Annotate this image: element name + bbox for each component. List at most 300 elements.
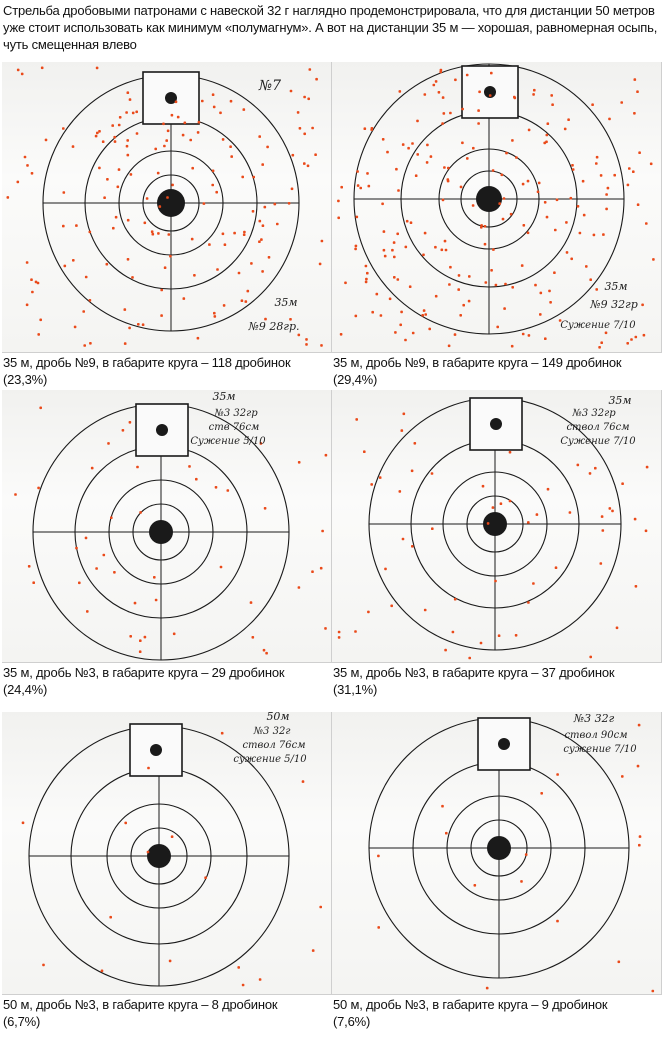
pellet-hole bbox=[638, 844, 641, 847]
pellet-hole bbox=[152, 233, 155, 236]
pellet-hole bbox=[438, 91, 441, 94]
pellet-hole bbox=[638, 151, 641, 154]
pellet-hole bbox=[106, 263, 109, 266]
pellet-hole bbox=[28, 565, 31, 568]
pellet-hole bbox=[426, 161, 429, 164]
pellet-hole bbox=[151, 230, 154, 233]
pellet-hole bbox=[442, 96, 445, 99]
pellet-hole bbox=[544, 337, 547, 340]
pellet-hole bbox=[276, 223, 279, 226]
pellet-hole bbox=[89, 299, 92, 302]
pellet-hole bbox=[39, 407, 42, 410]
intro-text: Стрельба дробовыми патронами с навеской 32 г наглядно продемонстрировала, что для дистанции 50 метров уже стоит использовать как минимум «полумагнум». А вот на дистанции 35 м — хорошая, равномерная осыпь, чуть смещенная влево bbox=[3, 3, 658, 52]
pellet-hole bbox=[630, 338, 633, 341]
pellet-hole bbox=[14, 493, 17, 496]
pellet-hole bbox=[96, 67, 99, 70]
pellet-hole bbox=[208, 243, 211, 246]
pellet-hole bbox=[551, 103, 554, 106]
target-caption bbox=[333, 354, 621, 388]
pellet-hole bbox=[537, 191, 540, 194]
pellet-hole bbox=[444, 649, 447, 652]
pellet-hole bbox=[503, 197, 506, 200]
caption-line2: (6,7%) bbox=[3, 1014, 41, 1029]
pellet-hole bbox=[492, 506, 495, 509]
pellet-hole bbox=[441, 122, 444, 125]
pellet-hole bbox=[355, 315, 358, 318]
pellet-hole bbox=[115, 216, 118, 219]
pellet-hole bbox=[416, 120, 419, 123]
pellet-hole bbox=[538, 182, 541, 185]
pellet-hole bbox=[221, 732, 224, 735]
pellet-hole bbox=[397, 189, 400, 192]
pellet-hole bbox=[75, 547, 78, 550]
pellet-hole bbox=[288, 202, 291, 205]
pellet-hole bbox=[402, 143, 405, 146]
pellet-hole bbox=[430, 155, 433, 158]
pellet-hole bbox=[480, 642, 483, 645]
pellet-hole bbox=[197, 131, 200, 134]
pellet-hole bbox=[377, 855, 380, 858]
pellet-hole bbox=[399, 324, 402, 327]
pellet-hole bbox=[633, 112, 636, 115]
pellet-hole bbox=[652, 990, 655, 993]
pellet-hole bbox=[639, 835, 642, 838]
pellet-hole bbox=[595, 162, 598, 165]
pellet-hole bbox=[340, 333, 343, 336]
pellet-hole bbox=[462, 304, 465, 307]
pellet-hole bbox=[377, 926, 380, 929]
pellet-hole bbox=[443, 112, 446, 115]
pellet-hole bbox=[570, 258, 573, 261]
pellet-hole bbox=[426, 144, 429, 147]
pellet-hole bbox=[422, 254, 425, 257]
target-sheet-photo bbox=[332, 390, 662, 663]
pellet-hole bbox=[124, 308, 127, 311]
pellet-hole bbox=[511, 286, 514, 289]
pellet-hole bbox=[45, 139, 48, 142]
pellet-hole bbox=[515, 156, 518, 159]
pellet-hole bbox=[337, 200, 340, 203]
pellet-hole bbox=[466, 74, 469, 77]
pellet-hole bbox=[490, 72, 493, 75]
pellet-hole bbox=[550, 94, 553, 97]
target-panel bbox=[332, 62, 661, 392]
pellet-hole bbox=[122, 429, 125, 432]
pellet-hole bbox=[380, 314, 383, 317]
pellet-hole bbox=[582, 180, 585, 183]
pellet-hole bbox=[220, 566, 223, 569]
pellet-hole bbox=[243, 108, 246, 111]
handwritten-note: №3 32гр bbox=[572, 408, 616, 419]
pellet-hole bbox=[410, 221, 413, 224]
pellet-hole bbox=[303, 133, 306, 136]
pellet-hole bbox=[250, 601, 253, 604]
pellet-hole bbox=[263, 649, 266, 652]
handwritten-note: №9 28гр. bbox=[248, 320, 300, 333]
pellet-hole bbox=[319, 263, 322, 266]
pellet-hole bbox=[290, 90, 293, 93]
pellet-hole bbox=[366, 272, 369, 275]
pellet-hole bbox=[638, 724, 641, 727]
handwritten-note: Сужение 7/10 bbox=[560, 320, 636, 331]
pellet-hole bbox=[448, 345, 451, 348]
pellet-hole bbox=[494, 580, 497, 583]
pellet-hole bbox=[169, 255, 172, 258]
pellet-hole bbox=[64, 265, 67, 268]
pellet-hole bbox=[443, 166, 446, 169]
pellet-hole bbox=[163, 145, 166, 148]
pellet-hole bbox=[215, 486, 218, 489]
handwritten-note: №9 32гр bbox=[590, 298, 638, 311]
pellet-hole bbox=[129, 421, 132, 424]
bullseye bbox=[149, 520, 173, 544]
pellet-hole bbox=[652, 258, 655, 261]
pellet-hole bbox=[268, 256, 271, 259]
pellet-hole bbox=[496, 326, 499, 329]
pellet-hole bbox=[147, 851, 150, 854]
pellet-hole bbox=[37, 282, 40, 285]
pellet-hole bbox=[229, 145, 232, 148]
pellet-hole bbox=[216, 268, 219, 271]
pellet-hole bbox=[543, 142, 546, 145]
pellet-hole bbox=[515, 634, 518, 637]
pellet-hole bbox=[596, 156, 599, 159]
pellet-hole bbox=[401, 429, 404, 432]
pellet-hole bbox=[520, 880, 523, 883]
pellet-hole bbox=[75, 224, 78, 227]
pellet-hole bbox=[17, 181, 20, 184]
pellet-hole bbox=[645, 530, 648, 533]
pellet-hole bbox=[522, 183, 525, 186]
pellet-hole bbox=[365, 281, 368, 284]
pellet-hole bbox=[540, 792, 543, 795]
pellet-hole bbox=[171, 835, 174, 838]
pellet-hole bbox=[182, 134, 185, 137]
pellet-hole bbox=[635, 336, 638, 339]
pellet-hole bbox=[114, 140, 117, 143]
pellet-hole bbox=[305, 338, 308, 341]
handwritten-note: 35м bbox=[212, 390, 236, 403]
pellet-hole bbox=[521, 264, 524, 267]
pellet-hole bbox=[274, 203, 277, 206]
pellet-hole bbox=[511, 345, 514, 348]
pellet-hole bbox=[646, 466, 649, 469]
pellet-hole bbox=[399, 90, 402, 93]
pellet-hole bbox=[119, 116, 122, 119]
pellet-hole bbox=[356, 216, 359, 219]
pellet-hole bbox=[412, 332, 415, 335]
pellet-hole bbox=[381, 203, 384, 206]
pellet-hole bbox=[127, 258, 130, 261]
pellet-hole bbox=[498, 202, 501, 205]
pellet-hole bbox=[193, 274, 196, 277]
pellet-hole bbox=[396, 233, 399, 236]
pellet-hole bbox=[126, 145, 129, 148]
pellet-hole bbox=[259, 978, 262, 981]
pellet-hole bbox=[89, 231, 92, 234]
pellet-hole bbox=[439, 71, 442, 74]
pellet-hole bbox=[89, 342, 92, 345]
pellet-hole bbox=[472, 147, 475, 150]
pellet-hole bbox=[37, 487, 40, 490]
pellet-hole bbox=[252, 210, 255, 213]
pellet-hole bbox=[527, 180, 530, 183]
pellet-hole bbox=[82, 310, 85, 313]
pellet-hole bbox=[118, 168, 121, 171]
target-caption bbox=[333, 996, 607, 1030]
pellet-hole bbox=[536, 513, 539, 516]
pellet-hole bbox=[572, 168, 575, 171]
target-drawing bbox=[2, 390, 331, 662]
pellet-hole bbox=[393, 241, 396, 244]
pellet-hole bbox=[564, 128, 567, 131]
pellet-hole bbox=[431, 472, 434, 475]
pellet-hole bbox=[259, 220, 262, 223]
pellet-hole bbox=[390, 605, 393, 608]
handwritten-note: 35м bbox=[608, 394, 632, 407]
pellet-hole bbox=[109, 916, 112, 919]
pellet-hole bbox=[146, 197, 149, 200]
pellet-hole bbox=[505, 152, 508, 155]
pellet-hole bbox=[98, 130, 101, 133]
pellet-hole bbox=[124, 822, 127, 825]
pellet-hole bbox=[96, 132, 99, 135]
pellet-hole bbox=[368, 185, 371, 188]
pellet-hole bbox=[589, 656, 592, 659]
target-panel bbox=[2, 62, 331, 392]
pellet-hole bbox=[637, 203, 640, 206]
pellet-hole bbox=[480, 224, 483, 227]
pellet-hole bbox=[449, 266, 452, 269]
pellet-hole bbox=[113, 136, 116, 139]
pellet-hole bbox=[230, 155, 233, 158]
pellet-hole bbox=[137, 323, 140, 326]
caption-line2: (29,4%) bbox=[333, 372, 378, 387]
pellet-hole bbox=[484, 225, 487, 228]
pellet-hole bbox=[319, 906, 322, 909]
handwritten-note: Сужение 5/10 bbox=[190, 436, 266, 447]
pellet-hole bbox=[641, 304, 644, 307]
pellet-hole bbox=[474, 884, 477, 887]
handwritten-note: ствол 76см bbox=[566, 422, 630, 433]
pellet-hole bbox=[213, 312, 216, 315]
pellet-hole bbox=[62, 225, 65, 228]
pellet-hole bbox=[85, 276, 88, 279]
pellet-hole bbox=[405, 246, 408, 249]
pellet-hole bbox=[595, 288, 598, 291]
pellet-hole bbox=[645, 222, 648, 225]
pellet-hole bbox=[403, 413, 406, 416]
pellet-hole bbox=[166, 196, 169, 199]
pellet-hole bbox=[26, 304, 29, 307]
pellet-hole bbox=[399, 490, 402, 493]
pellet-hole bbox=[303, 96, 306, 99]
pellet-hole bbox=[579, 232, 582, 235]
pellet-hole bbox=[62, 127, 65, 130]
bullseye bbox=[157, 189, 185, 217]
pellet-hole bbox=[130, 173, 133, 176]
pellet-hole bbox=[344, 282, 347, 285]
pellet-hole bbox=[383, 230, 386, 233]
handwritten-note: 50м bbox=[266, 712, 290, 723]
pellet-hole bbox=[613, 174, 616, 177]
pellet-hole bbox=[63, 191, 66, 194]
pellet-hole bbox=[262, 224, 265, 227]
pellet-hole bbox=[379, 476, 382, 479]
pellet-hole bbox=[461, 108, 464, 111]
pellet-hole bbox=[601, 515, 604, 518]
handwritten-note: ствол 90см bbox=[564, 730, 628, 741]
pellet-hole bbox=[643, 334, 646, 337]
pellet-hole bbox=[264, 206, 267, 209]
pellet-hole bbox=[540, 292, 543, 295]
pellet-hole bbox=[324, 627, 327, 630]
pellet-hole bbox=[411, 545, 414, 548]
pellet-hole bbox=[376, 293, 379, 296]
pellet-hole bbox=[492, 248, 495, 251]
pellet-hole bbox=[169, 960, 172, 963]
pellet-hole bbox=[213, 106, 216, 109]
pellet-hole bbox=[472, 204, 475, 207]
target-caption bbox=[3, 996, 277, 1030]
pellet-hole bbox=[197, 337, 200, 340]
pellet-hole bbox=[74, 326, 77, 329]
pellet-hole bbox=[460, 186, 463, 189]
target-sheet-photo bbox=[332, 62, 662, 353]
pellet-hole bbox=[466, 157, 469, 160]
pellet-hole bbox=[532, 582, 535, 585]
pellet-hole bbox=[618, 961, 621, 964]
pellet-hole bbox=[431, 527, 434, 530]
pellet-hole bbox=[383, 249, 386, 252]
pellet-hole bbox=[127, 219, 130, 222]
pellet-hole bbox=[17, 69, 20, 72]
pellet-hole bbox=[72, 259, 75, 262]
target-sheet-photo bbox=[2, 62, 332, 353]
pellet-hole bbox=[320, 567, 323, 570]
pellet-hole bbox=[503, 307, 506, 310]
target-drawing bbox=[2, 712, 331, 994]
pellet-hole bbox=[321, 530, 324, 533]
pellet-hole bbox=[553, 271, 556, 274]
pellet-hole bbox=[570, 197, 573, 200]
pellet-hole bbox=[356, 170, 359, 173]
pellet-hole bbox=[448, 283, 451, 286]
pellet-hole bbox=[435, 80, 438, 83]
pellet-hole bbox=[357, 184, 360, 187]
pellet-hole bbox=[117, 186, 120, 189]
pellet-hole bbox=[260, 238, 263, 241]
pellet-hole bbox=[565, 221, 568, 224]
pellet-hole bbox=[201, 100, 204, 103]
pellet-hole bbox=[102, 140, 105, 143]
pellet-hole bbox=[85, 537, 88, 540]
pellet-hole bbox=[402, 538, 405, 541]
pellet-hole bbox=[556, 920, 559, 923]
pellet-hole bbox=[111, 124, 114, 127]
pellet-hole bbox=[482, 485, 485, 488]
pellet-hole bbox=[589, 278, 592, 281]
pellet-hole bbox=[607, 187, 610, 190]
pellet-hole bbox=[103, 554, 106, 557]
pellet-hole bbox=[299, 127, 302, 130]
pellet-hole bbox=[452, 631, 455, 634]
target-sheet-photo bbox=[2, 390, 332, 663]
pellet-hole bbox=[298, 461, 301, 464]
pellet-hole bbox=[154, 148, 157, 151]
pellet-hole bbox=[585, 265, 588, 268]
handwritten-note: №7 bbox=[258, 78, 282, 94]
pellet-hole bbox=[325, 454, 328, 457]
pellet-hole bbox=[365, 265, 368, 268]
pellet-hole bbox=[637, 765, 640, 768]
pellet-hole bbox=[454, 79, 457, 82]
pellet-hole bbox=[113, 571, 116, 574]
pellet-hole bbox=[415, 174, 418, 177]
pellet-hole bbox=[365, 278, 368, 281]
pellet-hole bbox=[212, 93, 215, 96]
target-caption bbox=[3, 354, 290, 388]
pellet-hole bbox=[589, 472, 592, 475]
pellet-hole bbox=[32, 581, 35, 584]
pellet-hole bbox=[252, 636, 255, 639]
pellet-hole bbox=[298, 334, 301, 337]
pellet-hole bbox=[305, 343, 308, 346]
pellet-hole bbox=[424, 232, 427, 235]
pellet-hole bbox=[386, 151, 389, 154]
pellet-hole bbox=[363, 450, 366, 453]
pellet-hole bbox=[30, 278, 33, 281]
pellet-hole bbox=[72, 145, 75, 148]
pellet-hole bbox=[31, 291, 34, 294]
pellet-hole bbox=[250, 262, 253, 265]
pellet-hole bbox=[445, 249, 448, 252]
pellet-hole bbox=[533, 89, 536, 92]
pellet-hole bbox=[527, 601, 530, 604]
pellet-hole bbox=[421, 314, 424, 317]
pellet-hole bbox=[157, 172, 160, 175]
pellet-hole bbox=[261, 163, 264, 166]
bullseye bbox=[147, 844, 171, 868]
pellet-hole bbox=[424, 93, 427, 96]
pellet-hole bbox=[219, 112, 222, 115]
bullseye bbox=[476, 186, 502, 212]
pellet-hole bbox=[490, 269, 493, 272]
pellet-hole bbox=[142, 323, 145, 326]
pellet-hole bbox=[484, 243, 487, 246]
handwritten-note: ств 76см bbox=[208, 422, 260, 433]
pellet-hole bbox=[609, 507, 612, 510]
pellet-hole bbox=[144, 222, 147, 225]
pellet-hole bbox=[106, 178, 109, 181]
pellet-hole bbox=[621, 482, 624, 485]
pellet-hole bbox=[567, 118, 570, 121]
pellet-hole bbox=[485, 281, 488, 284]
pellet-hole bbox=[591, 103, 594, 106]
pellet-hole bbox=[354, 248, 357, 251]
pellet-hole bbox=[477, 109, 480, 112]
caption-line2: (31,1%) bbox=[333, 682, 378, 697]
pellet-hole bbox=[527, 521, 530, 524]
aim-dot bbox=[156, 424, 168, 436]
target-drawing bbox=[332, 712, 661, 994]
pellet-hole bbox=[227, 489, 230, 492]
pellet-hole bbox=[39, 319, 42, 322]
pellet-hole bbox=[127, 154, 130, 157]
pellet-hole bbox=[539, 313, 542, 316]
pellet-hole bbox=[634, 78, 637, 81]
pellet-hole bbox=[449, 112, 452, 115]
